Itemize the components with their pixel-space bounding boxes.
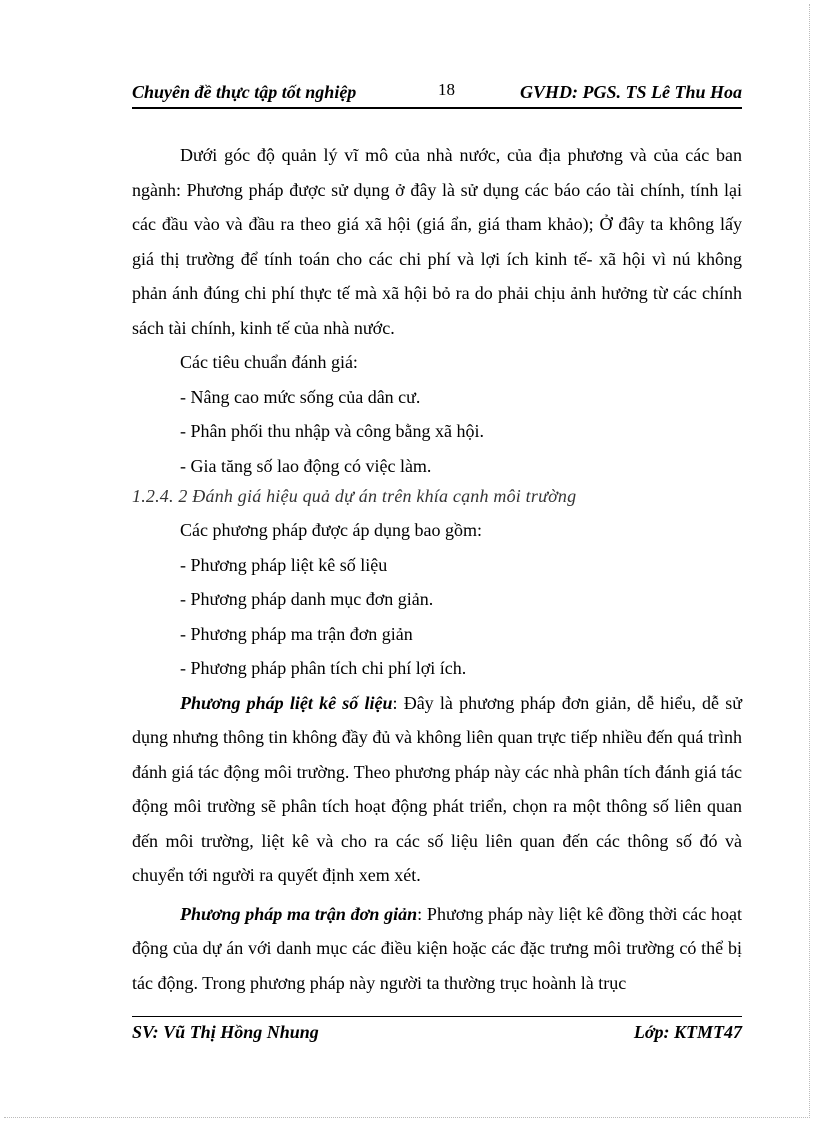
paragraph-listing-text: : Đây là phương pháp đơn giản, dễ hiểu, dễ sử dụng nhưng thông tin không đầy đủ và không liên quan trực tiếp nhiều đến quá trình đánh giá tác động môi trường. Theo phương pháp này các nhà phân tích đánh giá tác động môi trường sẽ phân tích hoạt động phát triển, chọn ra một thông số liên quan đến môi trường, liệt kê và cho ra các số liệu liên quan đến các thông số đó và chuyển tới người ra quyết định xem xét. — [132, 692, 742, 885]
header-document-title: Chuyên đề thực tập tốt nghiệp — [132, 82, 357, 102]
paragraph-matrix-text: : Phương pháp này liệt kê đồng thời các hoạt động của dự án với danh mục các điều kiện hoặc các đặc trưng môi trường có thể bị tác động. Trong phương pháp này người ta thường trục hoành là trục — [132, 903, 742, 993]
paragraph-matrix-method — [132, 897, 742, 1001]
footer-class: Lớp: KTMT47 — [633, 1022, 742, 1042]
methods-item: - Phương pháp danh mục đơn giản. — [180, 589, 434, 609]
header-supervisor: GVHD: PGS. TS Lê Thu Hoa — [519, 82, 742, 102]
criteria-title: Các tiêu chuẩn đánh giá: — [180, 352, 358, 372]
criteria-item: - Nâng cao mức sống của dân cư. — [180, 386, 421, 407]
header-divider — [132, 107, 742, 109]
criteria-item: - Phân phối thu nhập và công bằng xã hội. — [180, 421, 484, 441]
document-body — [132, 138, 742, 1000]
term-matrix-method: Phương pháp ma trận đơn giản — [180, 903, 418, 924]
paragraph-listing-method — [132, 686, 742, 893]
term-listing-method: Phương pháp liệt kê số liệu — [180, 692, 393, 713]
section-heading: 1.2.4. 2 Đánh giá hiệu quả dự án trên khía cạnh môi trường — [132, 486, 577, 506]
page-footer — [132, 1020, 742, 1048]
header-page-number: 18 — [438, 80, 455, 99]
methods-item: - Phương pháp phân tích chi phí lợi ích. — [180, 658, 467, 678]
methods-title: Các phương pháp được áp dụng bao gồm: — [180, 520, 482, 540]
footer-divider — [132, 1016, 742, 1017]
page-header — [132, 78, 742, 108]
criteria-item: - Gia tăng số lao động có việc làm. — [180, 455, 432, 476]
methods-item: - Phương pháp ma trận đơn giản — [180, 623, 413, 644]
methods-item: - Phương pháp liệt kê số liệu — [180, 554, 388, 575]
paragraph-macro-perspective: Dưới góc độ quản lý vĩ mô của nhà nước, của địa phương và của các ban ngành: Phương pháp được sử dụng ở đây là sử dụng các báo cáo tài chính, tính lại các đầu vào và đầu ra theo giá xã hội (giá ẩn, giá tham khảo); Ở đây ta không lấy giá thị trường để tính toán cho các chi phí và lợi ích kinh tế- xã hội vì nú không phản ánh đúng chi phí thực tế mà xã hội bỏ ra do phải chịu ảnh hưởng từ các chính sách tài chính, kinh tế của nhà nước. — [132, 145, 742, 338]
footer-student: SV: Vũ Thị Hồng Nhung — [132, 1022, 319, 1042]
